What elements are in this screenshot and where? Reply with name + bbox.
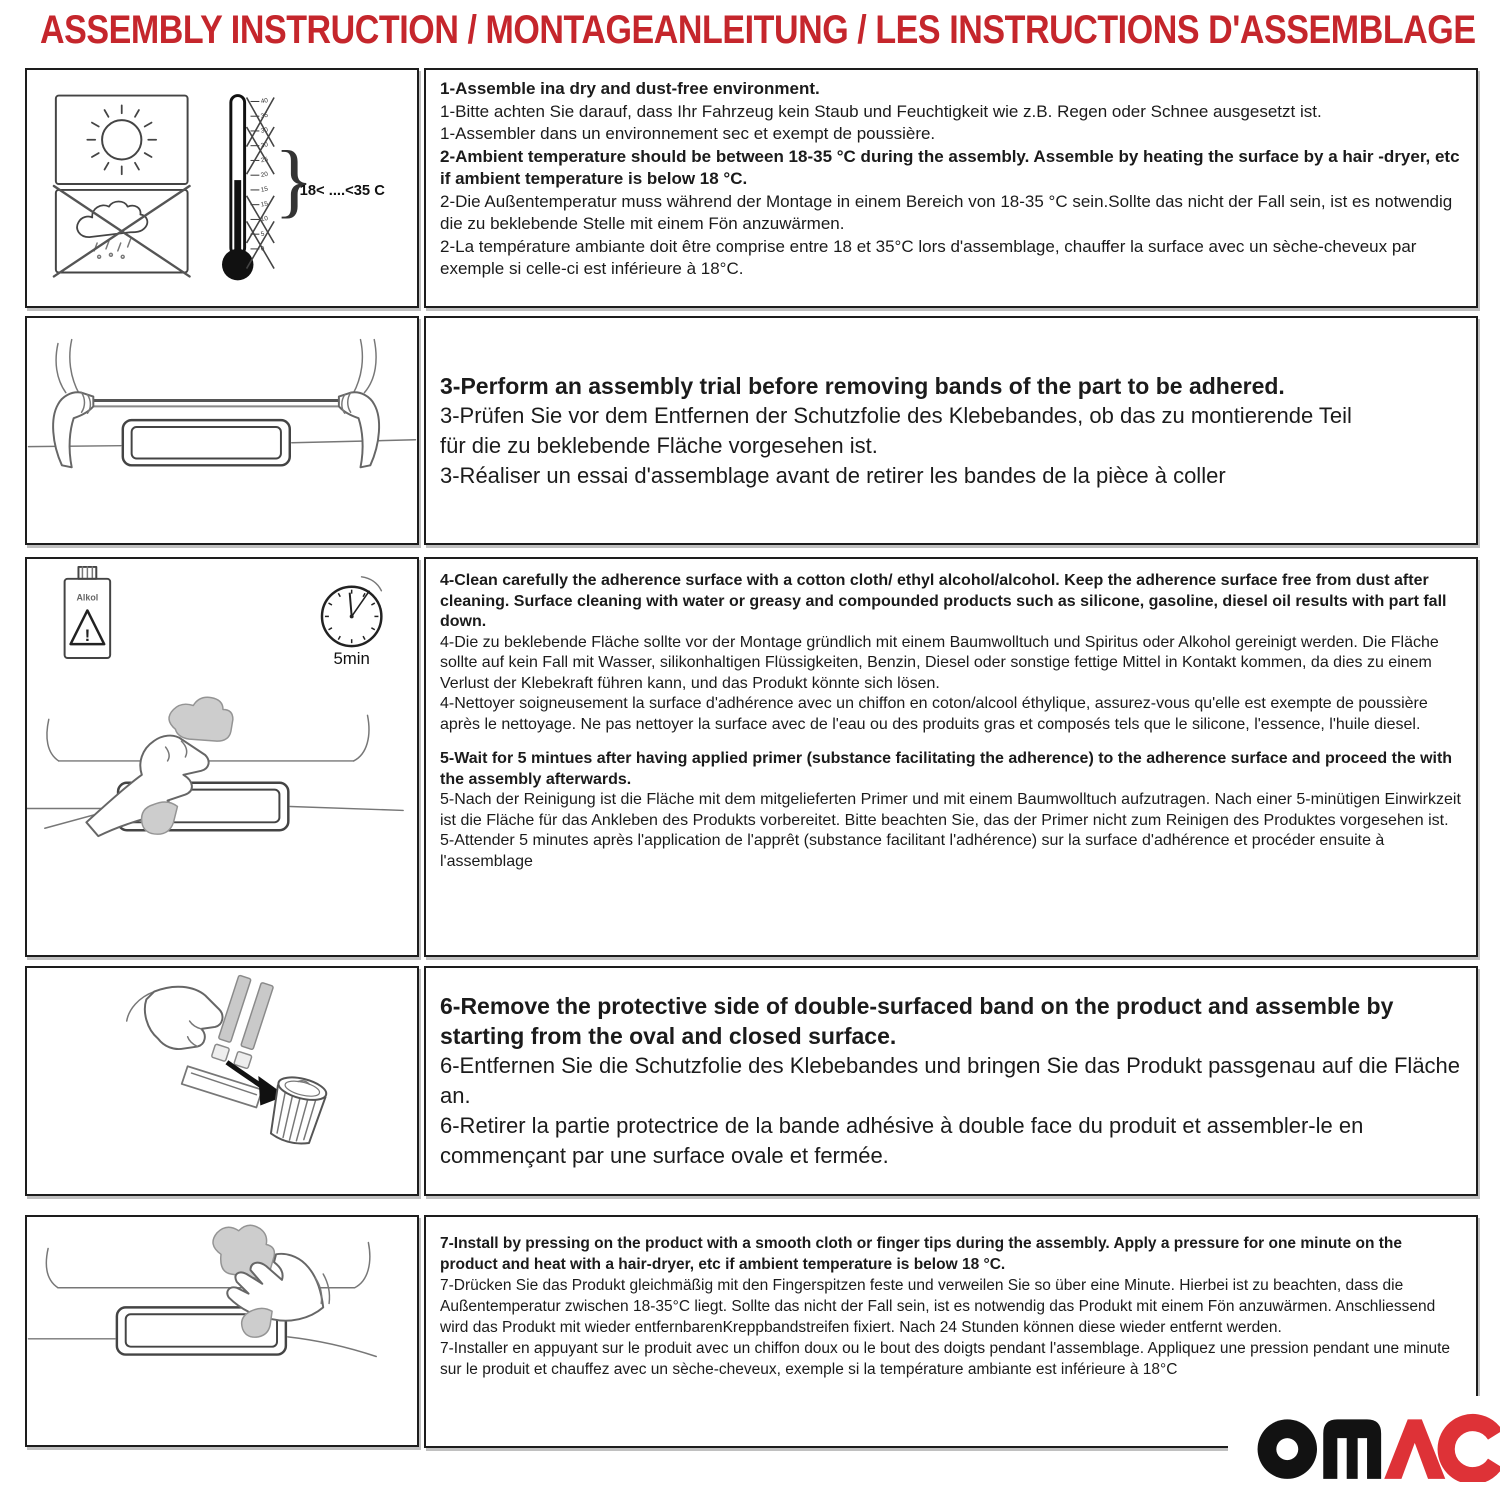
instruction-fr: 5-Attender 5 minutes après l'application de l'apprêt (substance facilitant l'adhérence) sur la surface d'adhérence et procéder ensuite à l'assemblage [440, 832, 1385, 870]
svg-text:15: 15 [260, 200, 269, 209]
svg-text:35: 35 [260, 111, 269, 121]
instruction-en: 4-Clean carefully the adherence surface with a cotton cloth/ ethyl alcohol/alcohol. Keep the adherence surface free from dust after cleaning. Surface cleaning with water or greasy and compounded products such as silicone, gasoline, diesel oil results with part fall down. [440, 572, 1447, 630]
step-row-3 [0, 557, 1500, 957]
pressing-hand-icon [213, 1225, 329, 1337]
peel-band-illustration-panel [25, 966, 419, 1196]
cleaning-hand-icon [86, 697, 232, 836]
instruction-en: 7-Install by pressing on the product with a smooth cloth or finger tips during the assembly. Apply a pressure for one minute on the product and heat with a hair-dryer, etc if ambient temperature is below 18 °C. [440, 1235, 1402, 1273]
bottle-label: Alkol [76, 592, 99, 603]
right-hand-icon [339, 340, 379, 468]
environment-illustration [27, 70, 417, 302]
svg-text:20: 20 [260, 170, 269, 180]
svg-text:!: ! [84, 626, 91, 646]
pressing-hand-illustration [27, 1217, 417, 1441]
instruction-de: 6-Entfernen Sie die Schutzfolie des Klebebandes und bringen Sie das Produkt passgenau auf die Fläche an. [440, 1053, 1461, 1108]
thermometer-icon [222, 96, 385, 281]
wait-time-label: 5min [333, 648, 370, 668]
no-rain-icon [54, 186, 190, 276]
instruction-en: 3-Perform an assembly trial before removing bands of the part to be adhered. [440, 372, 1285, 399]
instruction-de: 1-Bitte achten Sie darauf, dass Ihr Fahrzeug kein Staub und Feuchtigkeit wie z.B. Regen oder Schnee ausgesetzt ist. [440, 101, 1322, 121]
instruction-en: 6-Remove the protective side of double-surfaced band on the product and assemble by starting from the oval and closed surface. [440, 993, 1394, 1049]
brace-glyph: } [274, 133, 314, 226]
svg-text:25: 25 [260, 156, 269, 165]
instruction-fr: 6-Retirer la partie protectrice de la bande adhésive à double face du produit et assembler-le en commençant par une surface ovale et fermée. [440, 1113, 1364, 1168]
step-row-4 [0, 966, 1500, 1196]
instruction-en: 5-Wait for 5 mintues after having applied primer (substance facilitating the adherence) to the adherence surface and proceed the with the assembly afterwards. [440, 750, 1453, 788]
svg-text:5: 5 [260, 230, 266, 239]
sun-icon [87, 105, 156, 174]
svg-text:15: 15 [260, 185, 269, 194]
instruction-fr: 1-Assembler dans un environnement sec et exempt de poussière. [440, 124, 936, 143]
clock-icon [322, 577, 381, 668]
instruction-fr: 7-Installer en appuyant sur le produit avec un chiffon doux ou le bout des doigts pendant l'assemblage. Appliquez une pression pendant une minute sur le produit et chauffez avec un sèche-cheveux, exemple si la température ambiante est inférieure à 18°C [440, 1340, 1451, 1378]
temperature-range-label: 18< ....<35 C [299, 182, 385, 199]
peel-band-icon [27, 968, 417, 1190]
instruction-en: 2-Ambient temperature should be between 18-35 °C during the assembly. Assemble by heating the surface by a hair -dryer, etc if ambient temperature is below 18 °C. [440, 146, 1460, 188]
instruction-de: 2-Die Außentemperatur muss während der Montage in einem Bereich von 18-35 °C sein.Sollte das nicht der Fall sein, ist es notwendig die zu beklebende Stelle mit einem Fön anzuwärmen. [440, 191, 1453, 233]
instruction-de: 3-Prüfen Sie vor dem Entfernen der Schutzfolie des Klebebandes, ob das zu montierende Teil für die zu beklebende Fläche vorgesehen ist. [440, 402, 1352, 458]
instruction-text-panel-4 [424, 966, 1478, 1196]
warning-triangle-icon [71, 610, 105, 645]
instruction-de: 7-Drücken Sie das Produkt gleichmäßig mit den Fingerspitzen feste und verweilen Sie so über eine Minute. Hierbei ist zu beachten, dass die Außentemperatur zwischen 18-35°C liegt. Sollte das nicht der Fall sein, ist es notwendig das Produkt mit einem Fön anzuwärmen. Anschliessend wird das Produkt mit wieder entfernbarenKreppbandstreifen fixiert. Nach 24 Stunden können diese wieder entfernt werden. [440, 1277, 1436, 1336]
svg-text:10: 10 [260, 215, 269, 224]
instruction-fr: 3-Réaliser un essai d'assemblage avant de retirer les bandes de la pièce à coller [440, 462, 1226, 488]
peeling-hand-icon [127, 987, 223, 1049]
instruction-fr: 2-La température ambiante doit être comprise entre 18 et 35°C lors d'assemblage, chauffer la surface avec un sèche-cheveux par exemple si celle-ci est inférieure à 18°C. [440, 236, 1417, 278]
svg-text:0: 0 [260, 245, 266, 253]
trash-can-icon [265, 1073, 328, 1148]
omac-logo [1228, 1396, 1500, 1500]
step-row-1 [0, 68, 1500, 308]
omac-logo-graphic [1256, 1410, 1500, 1482]
instruction-de: 4-Die zu beklebende Fläche sollte vor der Montage gründlich mit einem Baumwolltuch und Spiritus oder Alkohol gereinigt werden. Die Fläche sollte auf kein Fall mit Wasser, silikonhaltigen Flüssigkeiten, Benzin, Diesel oder sonstige fettige Mittel in Kontakt kommen, da dies zu einem Verlust der Klebekraft führen kann, und das Produkt könnte sich lösen. [440, 633, 1439, 692]
assembly-trial-illustration-panel [25, 316, 419, 545]
environment-illustration-panel [25, 68, 419, 308]
cleaning-illustration-panel [25, 557, 419, 957]
page-title: ASSEMBLY INSTRUCTION / MONTAGEANLEITUNG / LES INSTRUCTIONS D'ASSEMBLAGE [40, 8, 1476, 52]
hands-holding-trim-icon [27, 318, 417, 539]
alcohol-bottle-icon [65, 567, 111, 658]
svg-text:30: 30 [260, 126, 269, 135]
instruction-text-panel-3 [424, 557, 1478, 957]
instruction-text-panel-2 [424, 316, 1478, 545]
instruction-text-panel-1 [424, 68, 1478, 308]
instruction-de: 5-Nach der Reinigung ist die Fläche mit dem mitgelieferten Primer und mit einem Baumwolltuch aufzutragen. Nach einer 5-minütigen Einwirkzeit ist die Fläche für das Ankleben des Produkts vorbereitet. Bitte beachten Sie, das der Primer nicht zum Reinigen des Produktes vorgesehen ist. [440, 791, 1461, 829]
left-hand-icon [53, 340, 93, 468]
step-row-2 [0, 316, 1500, 545]
instruction-fr: 4-Nettoyer soigneusement la surface d'adhérence avec un chiffon en coton/alcool éthylique, assurez-vous qu'elle est exempte de poussière après le nettoyage. Ne pas nettoyer la surface avec de l'eau ou des produits gras et composés tels que le silicone, l'essence, l'huile diesel. [440, 695, 1428, 733]
instruction-en: 1-Assemble ina dry and dust-free environment. [440, 79, 820, 98]
pressing-illustration-panel [25, 1215, 419, 1447]
product-trim-icon [182, 1066, 263, 1107]
svg-text:40: 40 [260, 97, 269, 106]
svg-text:30: 30 [260, 141, 269, 150]
cleaning-illustration [27, 559, 417, 951]
